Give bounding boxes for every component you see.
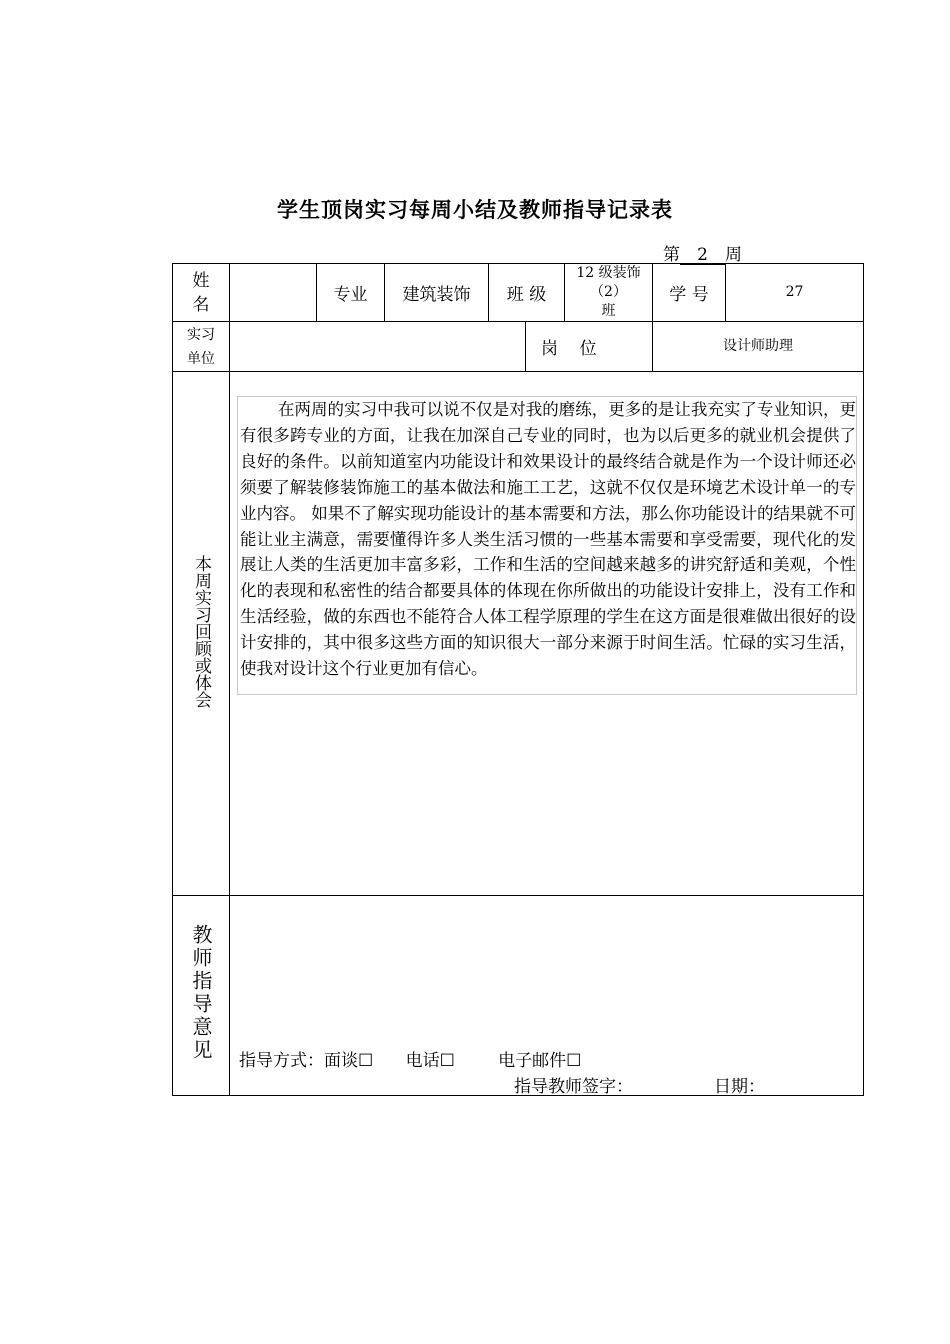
student-no-value[interactable]: 27 (726, 264, 864, 322)
week-indicator (663, 240, 742, 265)
position-label-text: 岗 位 (541, 339, 597, 359)
review-content[interactable] (230, 372, 864, 896)
week-prefix: 第 (663, 245, 680, 265)
teacher-label (173, 896, 230, 1096)
teacher-content[interactable] (230, 896, 864, 1096)
name-label (173, 264, 230, 322)
unit-label-text: 实习 单位 (187, 326, 215, 367)
form-title: 学生顶岗实习每周小结及教师指导记录表 (277, 198, 673, 222)
review-label-text: 本周实习回顾或体会 (191, 554, 211, 708)
week-suffix: 周 (725, 245, 742, 265)
signature-date-line: 指导教师签字： 日期： (514, 1077, 766, 1096)
week-number: 2 (680, 246, 725, 265)
unit-label (173, 322, 230, 372)
major-label: 专业 (317, 264, 385, 322)
major-value[interactable]: 建筑装饰 (385, 264, 489, 322)
unit-value[interactable] (230, 322, 526, 372)
teacher-label-text: 教师指导意见 (189, 924, 213, 1062)
guide-method-line[interactable]: 指导方式：面谈☐ 电话☐ 电子邮件☐ (239, 1051, 582, 1071)
review-label (173, 372, 230, 896)
name-label-text: 姓 名 (192, 270, 210, 315)
class-label: 班 级 (489, 264, 565, 322)
student-no-label: 学 号 (653, 264, 726, 322)
name-value[interactable] (230, 264, 317, 322)
position-value[interactable]: 设计师助理 (653, 322, 864, 372)
record-table (172, 263, 864, 1096)
position-label (526, 322, 653, 372)
class-value[interactable] (565, 264, 653, 322)
review-text: 在两周的实习中我可以说不仅是对我的磨练，更多的是让我充实了专业知识，更有很多跨专业的方面，让我在加深自己专业的同时，也为以后更多的就业机会提供了良好的条件。以前知道室内功能设计和效果设计的最终结合就是作为一个设计师还必须要了解装修装饰施工的基本做法和施工工艺，这就不仅仅是环境艺术设计单一的专业内容。 如果不了解实现功能设计的基本需要和方法，那么你功能设计的结果就不可能让业主满意，需要懂得许多人类生活习惯的一些基本需要和享受需要，现代化的发展让人类的生活更加丰富多彩，工作和生活的空间越来越多的讲究舒适和美观，个性化的表现和私密性的结合都要具体的体现在你所做出的功能设计安排上，没有工作和生活经验，做的东西也不能符合人体工程学原理的学生在这方面是很难做出很好的设计安排的，其中很多这些方面的知识很大一部分来源于时间生活。忙碌的实习生活，使我对设计这个行业更加有信心。 (237, 396, 857, 695)
class-value-text: 12 级装饰（2） 班 (576, 265, 641, 319)
